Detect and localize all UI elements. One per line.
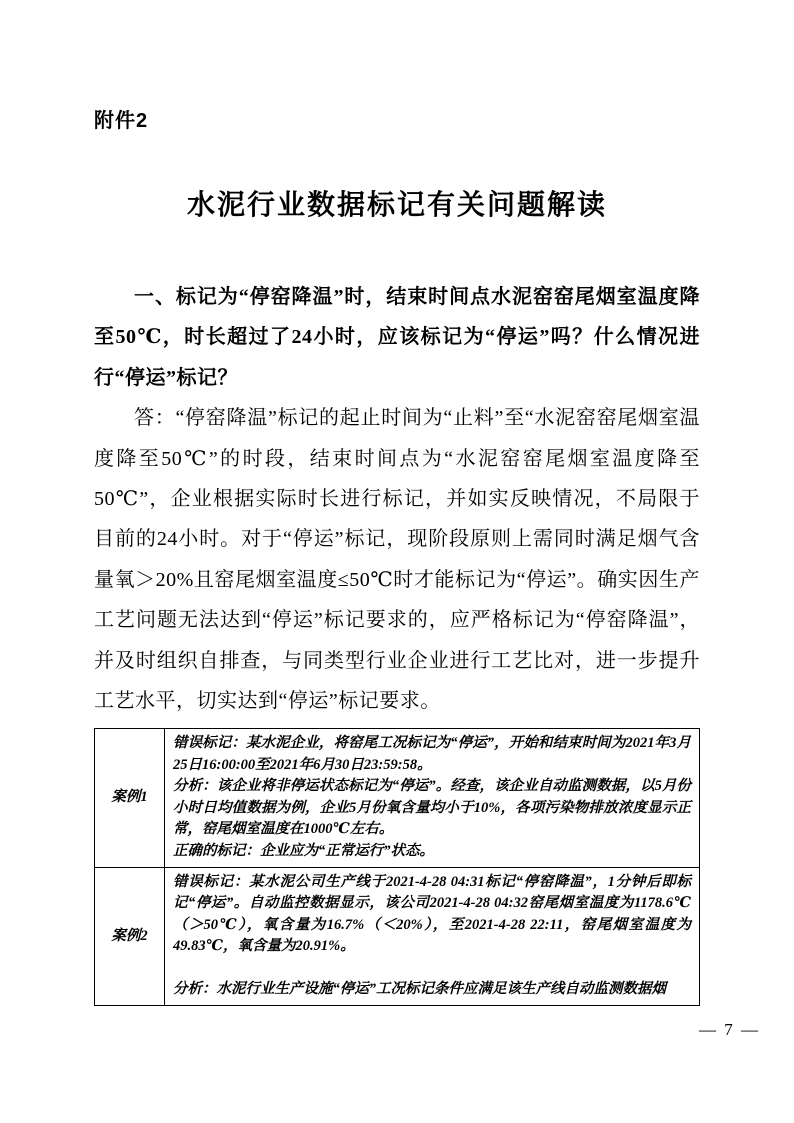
case-paragraph: 分析：该企业将非停运状态标记为“停运”。经查，该企业自动监测数据，以5月份小时日均值数据为例，企业5月份氧含量均小于10%，各项污染物排放浓度显示正常，窑尾烟室温度在1000℃左右。 [173,778,691,838]
page-number: — 7 — [699,1020,760,1039]
case-1-content [165,729,700,868]
question-paragraph: 一、标记为“停窑降温”时，结束时间点水泥窑窑尾烟室温度降至50℃，时长超过了24小时，应该标记为“停运”吗？什么情况进行“停运”标记？ [94,286,700,389]
case-2-content [165,868,700,1006]
case-paragraph: 错误标记：某水泥公司生产线于2021-4-28 04:31标记“停窑降温”，1分钟后即标记“停运”。自动监控数据显示，该公司2021-4-28 04:32窑尾烟室温度为1178.6℃（＞50℃），氧含量为16.7%（＜20%），至2021-4-28 22:11，窑尾烟室温度为49.83℃，氧含量为20.91%。 [173,874,691,955]
case-row-1 [95,729,700,868]
case-row-2 [95,868,700,1006]
case-paragraph: 错误标记：某水泥企业，将窑尾工况标记为“停运”，开始和结束时间为2021年3月25日16:00:00至2021年6月30日23:59:58。 [173,735,691,773]
case-paragraph: 正确的标记：企业应为“正常运行”状态。 [173,842,434,859]
document-title: 水泥行业数据标记有关问题解读 [186,189,607,220]
case-paragraph: 分析：水泥行业生产设施“停运”工况标记条件应满足该生产线自动监测数据烟 [173,980,666,997]
answer-paragraph: 答：“停窑降温”标记的起止时间为“止料”至“水泥窑窑尾烟室温度降至50℃”的时段，结束时间点为“水泥窑窑尾烟室温度降至50℃”，企业根据实际时长进行标记，并如实反映情况，不局限于目前的24小时。对于“停运”标记，现阶段原则上需同时满足烟气含量氧＞20%且窑尾烟室温度≤50℃时才能标记为“停运”。确实因生产工艺问题无法达到“停运”标记要求的，应严格标记为“停窑降温”，并及时组织自排查，与同类型行业企业进行工艺比对，进一步提升工艺水平，切实达到“停运”标记要求。 [94,407,700,712]
case-1-label: 案例1 [95,729,165,868]
attachment-label: 附件2 [94,110,149,132]
case-table [94,728,700,1006]
case-2-label: 案例2 [95,868,165,1006]
